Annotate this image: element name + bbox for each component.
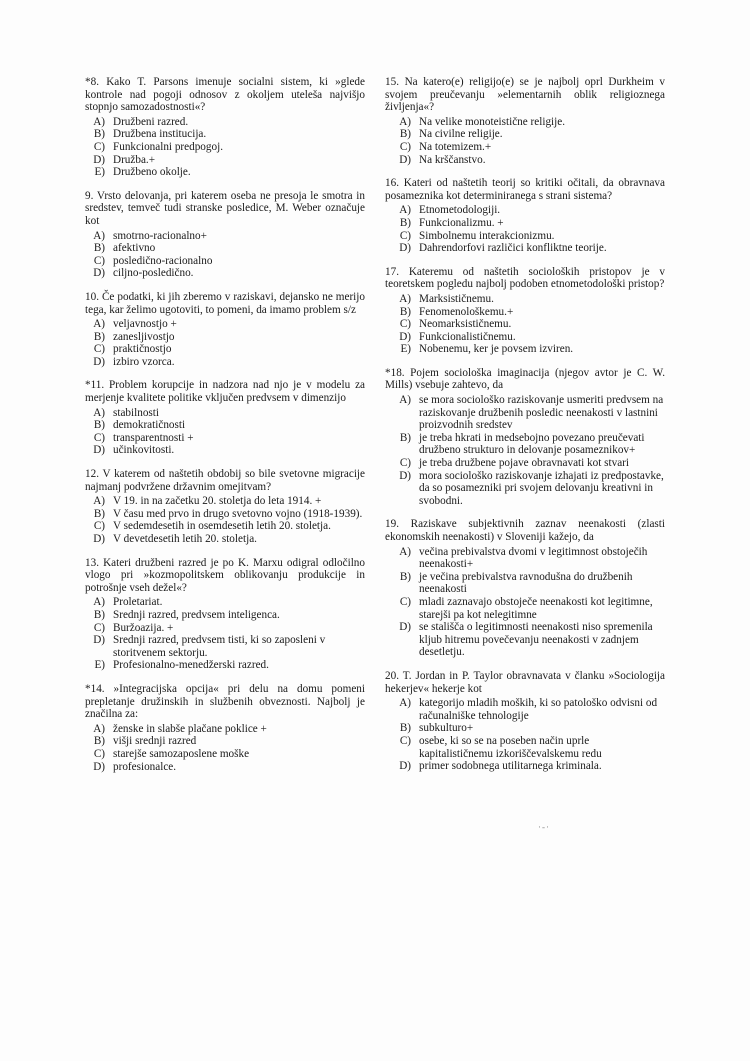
option-letter: E) [94, 166, 105, 179]
question-stem: 17. Kateremu od naštetih socioloških pristopov je v teoretskem pogledu najbolj podoben etnometodološki pristop? [385, 265, 665, 291]
question [385, 177, 665, 255]
option-text: V devetdesetih letih 20. stoletja. [113, 533, 257, 545]
option-letter: C) [93, 343, 105, 356]
option-text: Etnometodologiji. [419, 204, 501, 217]
answer-option [385, 116, 665, 129]
option-letter: D) [399, 621, 411, 634]
option-text: Srednji razred, predvsem inteligenca. [113, 608, 280, 621]
answer-option [85, 735, 365, 748]
option-text: Družbeni razred. [113, 115, 189, 128]
option-letter: C) [93, 431, 105, 444]
option-text: kategorijo mladih moških, ki so patološko odvisni od računalniške tehnologije [419, 697, 658, 722]
option-text: Dahrendorfovi različici konfliktne teorije. [419, 242, 607, 255]
option-letter: A) [399, 394, 411, 407]
question-stem: 10. Če podatki, ki jih zberemo v raziskavi, dejansko ne merijo tega, kar želimo ugotoviti, to pomeni, da imamo problem s/z [85, 290, 365, 316]
question [85, 683, 365, 773]
answer-options [385, 293, 665, 356]
question-stem: 16. Kateri od naštetih teorij so kritiki očitali, da obravnava posameznika kot determiniranega s strani sistema? [385, 177, 665, 202]
answer-option [85, 634, 365, 659]
answer-option [85, 343, 365, 356]
question [85, 557, 365, 672]
option-text: zanesljivostjo [113, 330, 175, 343]
option-letter: D) [399, 469, 411, 482]
option-text: višji srednji razred [113, 735, 197, 748]
answer-option [85, 255, 365, 268]
answer-option [385, 760, 665, 773]
option-letter: A) [93, 406, 105, 419]
option-letter: B) [93, 608, 105, 621]
option-text: ciljno-posledično. [113, 267, 194, 280]
answer-option [85, 748, 365, 761]
option-letter: C) [93, 621, 105, 634]
option-text: se stališča o legitimnosti neenakosti niso spremenila kljub hitremu povečevanju neenakosti v zadnjem desetletju. [419, 621, 653, 659]
option-text: demokratičnosti [113, 419, 186, 432]
answer-option [385, 722, 665, 735]
option-letter: C) [399, 140, 411, 153]
option-letter: B) [93, 128, 105, 141]
question [385, 76, 665, 166]
answer-option [85, 432, 365, 445]
option-letter: E) [94, 659, 105, 672]
option-letter: B) [399, 128, 411, 141]
answer-options [385, 394, 665, 507]
option-text: je treba hkrati in medsebojno povezano preučevati družbeno strukturo in delovanje posameznikov+ [419, 431, 645, 457]
option-letter: A) [93, 318, 105, 331]
answer-option [85, 141, 365, 154]
answer-option [385, 318, 665, 331]
answer-option [385, 230, 665, 243]
option-letter: C) [399, 457, 411, 470]
option-letter: A) [399, 115, 411, 128]
option-letter: A) [399, 545, 411, 558]
answer-options [85, 723, 365, 773]
page-mark: ·-· [538, 822, 550, 832]
answer-options [85, 495, 365, 545]
option-letter: D) [399, 330, 411, 343]
option-letter: B) [93, 419, 105, 432]
answer-option [385, 141, 665, 154]
option-text: subkulturo+ [419, 722, 474, 735]
answer-option [385, 204, 665, 217]
question [85, 190, 365, 280]
question-stem: *8. Kako T. Parsons imenuje socialni sistem, ki »glede kontrole nad pogoji odnosov z okoljem uteleša najvišjo stopnjo samozadostnosti«? [85, 76, 365, 114]
answer-option [385, 343, 665, 356]
option-text: Buržoazija. + [113, 621, 174, 634]
option-letter: A) [93, 722, 105, 735]
question [85, 291, 365, 369]
answer-options [385, 204, 665, 254]
option-text: V času med prvo in drugo svetovno vojno (1918-1939). [113, 507, 363, 520]
option-text: Družba.+ [113, 153, 156, 166]
answer-option [385, 470, 665, 508]
left-column [85, 76, 365, 784]
answer-option [385, 331, 665, 344]
option-letter: D) [93, 444, 105, 457]
option-letter: B) [399, 305, 411, 318]
option-letter: C) [399, 318, 411, 331]
option-letter: C) [399, 595, 411, 608]
option-letter: A) [93, 495, 105, 508]
option-letter: D) [399, 242, 411, 255]
option-letter: D) [93, 267, 105, 280]
answer-options [85, 116, 365, 179]
answer-option [385, 546, 665, 571]
option-text: profesionalce. [113, 760, 177, 773]
answer-option [85, 331, 365, 344]
option-letter: D) [93, 355, 105, 368]
answer-option [85, 407, 365, 420]
option-letter: A) [399, 697, 411, 710]
option-text: afektivno [113, 242, 156, 255]
option-text: smotrno-racionalno+ [113, 229, 207, 242]
answer-option [85, 267, 365, 280]
option-text: posledično-racionalno [113, 254, 213, 267]
answer-options [85, 318, 365, 368]
option-text: veljavnostjo + [113, 318, 177, 331]
option-letter: B) [399, 570, 411, 583]
question-stem: 15. Na katero(e) religijo(e) se je najbolj oprl Durkheim v svojem preučevanju »elementarnih oblik religioznega življenja«? [385, 76, 665, 114]
answer-option [385, 697, 665, 722]
option-letter: A) [93, 115, 105, 128]
option-text: Proletariat. [113, 596, 163, 609]
question-stem: 12. V katerem od naštetih obdobij so bile svetovne migracije najmanj podvržene državnim omejitvam? [85, 468, 365, 493]
answer-option [85, 166, 365, 179]
question-stem: 19. Raziskave subjektivnih zaznav neenakosti (zlasti ekonomskih neenakosti) v Sloveniji kažejo, da [385, 518, 665, 543]
option-text: Funkcionalni predpogoj. [113, 140, 223, 153]
answer-option [85, 596, 365, 609]
option-text: Funkcionalističnemu. [419, 330, 516, 343]
option-text: Na civilne religije. [419, 128, 503, 141]
option-letter: E) [400, 343, 411, 356]
answer-option [385, 217, 665, 230]
option-letter: C) [399, 229, 411, 242]
option-letter: A) [93, 229, 105, 242]
option-text: izbiro vzorca. [113, 355, 175, 368]
answer-option [385, 457, 665, 470]
option-text: Srednji razred, predvsem tisti, ki so zaposleni v storitvenem sektorju. [113, 634, 326, 659]
option-text: Družbeno okolje. [113, 166, 191, 179]
option-letter: A) [399, 204, 411, 217]
option-text: Na velike monoteistične religije. [419, 115, 566, 128]
answer-option [85, 242, 365, 255]
question-stem: *11. Problem korupcije in nadzora nad njo je v modelu za merjenje kvalitete politike vključen predvsem v dimenzijo [85, 379, 365, 405]
option-text: je treba družbene pojave obravnavati kot stvari [419, 457, 629, 470]
option-letter: B) [93, 735, 105, 748]
answer-option [85, 230, 365, 243]
option-text: ženske in slabše plačane poklice + [113, 722, 267, 735]
answer-options [385, 697, 665, 773]
option-text: osebe, ki so se na poseben način uprle kapitalističnemu izkoriščevalskemu redu [419, 734, 602, 760]
answer-option [85, 622, 365, 635]
option-text: Funkcionalizmu. + [419, 216, 504, 229]
option-letter: D) [93, 634, 105, 647]
option-letter: C) [399, 734, 411, 747]
question [85, 76, 365, 179]
right-column [385, 76, 665, 784]
option-letter: D) [93, 760, 105, 773]
answer-option [85, 356, 365, 369]
option-text: Simbolnemu interakcionizmu. [419, 229, 555, 242]
answer-options [385, 116, 665, 166]
answer-option [385, 621, 665, 659]
option-text: Na totemizem.+ [419, 140, 492, 153]
option-letter: D) [93, 533, 105, 545]
option-text: transparentnosti + [113, 431, 194, 444]
option-text: V sedemdesetih in osemdesetih letih 20. stoletja. [113, 520, 331, 533]
question [385, 266, 665, 356]
option-text: Nobenemu, ker je povsem izviren. [419, 343, 574, 356]
answer-options [85, 230, 365, 280]
option-letter: B) [399, 722, 411, 735]
option-letter: B) [93, 507, 105, 520]
answer-option [385, 735, 665, 760]
question [385, 670, 665, 773]
answer-option [85, 318, 365, 331]
answer-option [385, 394, 665, 432]
option-letter: B) [399, 431, 411, 444]
option-letter: A) [93, 596, 105, 609]
answer-option [385, 432, 665, 457]
question [85, 468, 365, 546]
option-text: mladi zaznavajo obstoječe neenakosti kot legitimne, starejši pa kot nelegitimne [419, 595, 653, 621]
option-letter: C) [93, 747, 105, 760]
answer-option [385, 293, 665, 306]
answer-option [385, 128, 665, 141]
answer-options [385, 546, 665, 659]
answer-option [385, 242, 665, 255]
question-stem: 13. Kateri družbeni razred je po K. Marxu odigral odločilno vlogo pri »kozmopolitskem oblikovanju produkcije in potrošnje vseh dežel«? [85, 556, 365, 594]
question-stem: 9. Vrsto delovanja, pri katerem oseba ne presoja le smotra in sredstev, temveč tudi stranske posledice, M. Weber označuje kot [85, 189, 365, 227]
option-text: stabilnosti [113, 406, 159, 419]
option-text: primer sodobnega utilitarnega kriminala. [419, 760, 602, 773]
option-letter: D) [399, 153, 411, 166]
answer-option [85, 533, 365, 546]
option-text: učinkovitosti. [113, 444, 175, 457]
answer-options [85, 596, 365, 672]
option-text: se mora sociološko raziskovanje usmeriti predvsem na raziskovanje družbenih posledic neenakosti v lastnini proizvodnih sredstev [419, 394, 664, 432]
option-text: praktičnostjo [113, 343, 172, 356]
answer-option [85, 116, 365, 129]
answer-option [85, 761, 365, 774]
answer-option [85, 444, 365, 457]
option-letter: D) [399, 760, 411, 773]
option-text: Na krščanstvo. [419, 153, 486, 166]
option-letter: C) [93, 140, 105, 153]
option-text: Profesionalno-menedžerski razred. [113, 659, 269, 672]
option-text: mora sociološko raziskovanje izhajati iz predpostavke, da so posamezniki pri svojem delovanju kreativni in svobodni. [419, 469, 664, 507]
answer-option [85, 128, 365, 141]
option-text: je večina prebivalstva ravnodušna do družbenih neenakosti [419, 570, 633, 596]
answer-option [85, 723, 365, 736]
answer-option [85, 508, 365, 521]
question [85, 379, 365, 457]
answer-option [385, 306, 665, 319]
question [385, 367, 665, 508]
option-text: Neomarksističnemu. [419, 318, 512, 331]
option-letter: B) [399, 216, 411, 229]
option-text: Družbena institucija. [113, 128, 207, 141]
option-letter: D) [93, 153, 105, 166]
option-text: večina prebivalstva dvomi v legitimnost obstoječih neenakosti+ [419, 545, 648, 571]
question [385, 518, 665, 659]
question-stem: *18. Pojem sociološka imaginacija (njegov avtor je C. W. Mills) vsebuje zahtevo, da [385, 366, 665, 392]
option-letter: B) [93, 330, 105, 343]
answer-option [85, 520, 365, 533]
answer-option [85, 609, 365, 622]
answer-option [85, 419, 365, 432]
answer-option [85, 495, 365, 508]
option-letter: C) [93, 254, 105, 267]
answer-option [385, 596, 665, 621]
answer-options [85, 407, 365, 457]
answer-option [385, 571, 665, 596]
question-stem: 20. T. Jordan in P. Taylor obravnavata v članku »Sociologija hekerjev« hekerje kot [385, 669, 665, 695]
answer-option [385, 154, 665, 167]
option-letter: C) [93, 520, 105, 533]
option-text: starejše samozaposlene moške [113, 747, 250, 760]
option-letter: A) [399, 292, 411, 305]
answer-option [85, 659, 365, 672]
option-text: Marksističnemu. [419, 292, 494, 305]
option-text: Fenomenološkemu.+ [419, 305, 514, 318]
option-text: V 19. in na začetku 20. stoletja do leta 1914. + [113, 495, 322, 508]
answer-option [85, 154, 365, 167]
question-stem: *14. »Integracijska opcija« pri delu na domu pomeni prepletanje družinskih in službenih obveznosti. Najbolj je značilna za: [85, 682, 365, 721]
option-letter: B) [93, 242, 105, 255]
